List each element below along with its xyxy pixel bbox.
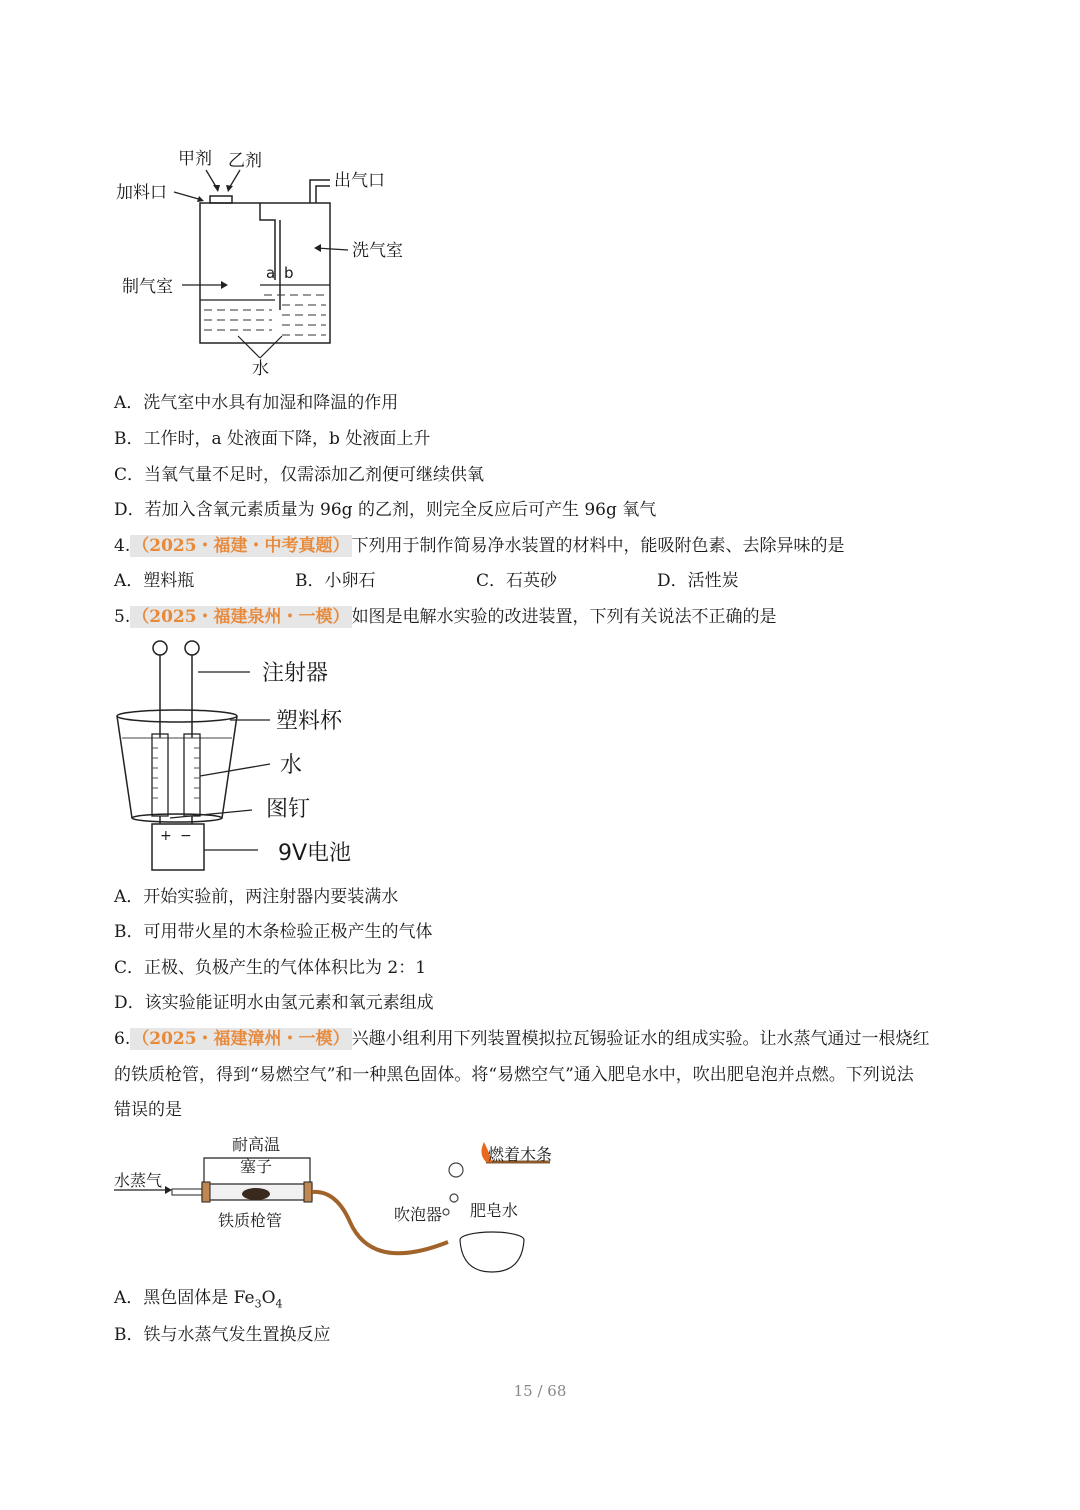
q3-option-a: A．洗气室中水具有加湿和降温的作用 [114, 393, 399, 413]
q4-number: 4. [114, 536, 131, 556]
label-jiaji: 甲剂 [178, 149, 212, 169]
q6-option-b: B．铁与水蒸气发生置换反应 [114, 1325, 331, 1345]
q6-option-a-mid: O [261, 1288, 276, 1308]
label-b: b [284, 264, 294, 282]
q4-source-tag: （2025・福建・中考真题） [132, 536, 350, 556]
q4-option-c: C．石英砂 [476, 571, 558, 591]
q5-option-d: D．该实验能证明水由氢元素和氧元素组成 [114, 993, 434, 1013]
label-zhiqishi: 制气室 [122, 277, 173, 297]
q3-option-d: D．若加入含氧元素质量为 96g 的乙剂，则完全反应后可产生 96g 氧气 [114, 500, 657, 520]
label-shuizhengqi: 水蒸气 [114, 1171, 163, 1190]
label-feizaoshui: 肥皂水 [470, 1201, 519, 1220]
label-jialiaokou: 加料口 [116, 183, 167, 203]
q5-option-b: B．可用带火星的木条检验正极产生的气体 [114, 922, 433, 942]
q6-option-a [114, 1286, 283, 1316]
label-chuipaoqi: 吹泡器 [394, 1205, 443, 1224]
label-zhusheqi: 注射器 [262, 661, 329, 686]
q4-option-d: D．活性炭 [657, 571, 739, 591]
label-ranzhemutiao: 燃着木条 [488, 1145, 553, 1164]
q6-source-tag: （2025・福建漳州・一模） [132, 1029, 350, 1049]
label-dianchi: 9V电池 [278, 841, 352, 866]
label-shui: 水 [252, 359, 269, 379]
oxygen-generator-figure [110, 140, 430, 380]
label-a: a [266, 264, 276, 282]
label-saizi: 塞子 [240, 1157, 273, 1176]
q6-option-a-prefix: A．黑色固体是 Fe [114, 1288, 255, 1308]
q4-text: 下列用于制作简易净水装置的材料中，能吸附色素、去除异味的是 [351, 536, 845, 556]
q5-text: 如图是电解水实验的改进装置，下列有关说法不正确的是 [351, 607, 777, 627]
label-shui-2: 水 [280, 753, 303, 778]
q6-number: 6. [114, 1029, 131, 1049]
label-chuqikou: 出气口 [334, 171, 385, 191]
q5-number: 5. [114, 607, 131, 627]
battery-plus-sign: + [160, 828, 172, 844]
q6-option-a-sub2: 4 [275, 1297, 283, 1311]
label-naigaowen: 耐高温 [232, 1135, 281, 1154]
label-yiji: 乙剂 [228, 151, 262, 171]
q4-option-b: B．小卵石 [295, 571, 376, 591]
q6-stem-line-2: 的铁质枪管，得到“易燃空气”和一种黑色固体。将“易燃空气”通入肥皂水中，吹出肥皂泡并点燃。下列说法 [114, 1065, 914, 1085]
q4-stem [114, 534, 845, 558]
page-number: 15 / 68 [513, 1382, 567, 1400]
q5-option-c: C．正极、负极产生的气体体积比为 2：1 [114, 958, 427, 978]
q5-option-a: A．开始实验前，两注射器内要装满水 [114, 887, 399, 907]
q3-option-c: C．当氧气量不足时，仅需添加乙剂便可继续供氧 [114, 465, 485, 485]
q6-stem-line-3: 错误的是 [114, 1100, 182, 1120]
label-tuding: 图钉 [266, 797, 311, 822]
q6-text-1: 兴趣小组利用下列装置模拟拉瓦锡验证水的组成实验。让水蒸气通过一根烧红 [351, 1029, 930, 1049]
electrolysis-figure [110, 638, 370, 873]
q3-option-b: B．工作时，a 处液面下降，b 处液面上升 [114, 429, 431, 449]
q5-source-tag: （2025・福建泉州・一模） [132, 607, 350, 627]
label-xiqishi: 洗气室 [352, 241, 403, 261]
lavoisier-figure [110, 1132, 570, 1272]
q6-stem-line-1 [114, 1027, 930, 1051]
q5-stem [114, 605, 777, 629]
battery-minus-sign: − [180, 828, 192, 844]
q4-option-a: A．塑料瓶 [114, 571, 195, 591]
label-suliaobei: 塑料杯 [276, 709, 343, 734]
q6-option-a-sub1: 3 [254, 1297, 262, 1311]
label-tiezhiqiangguan: 铁质枪管 [218, 1211, 283, 1230]
